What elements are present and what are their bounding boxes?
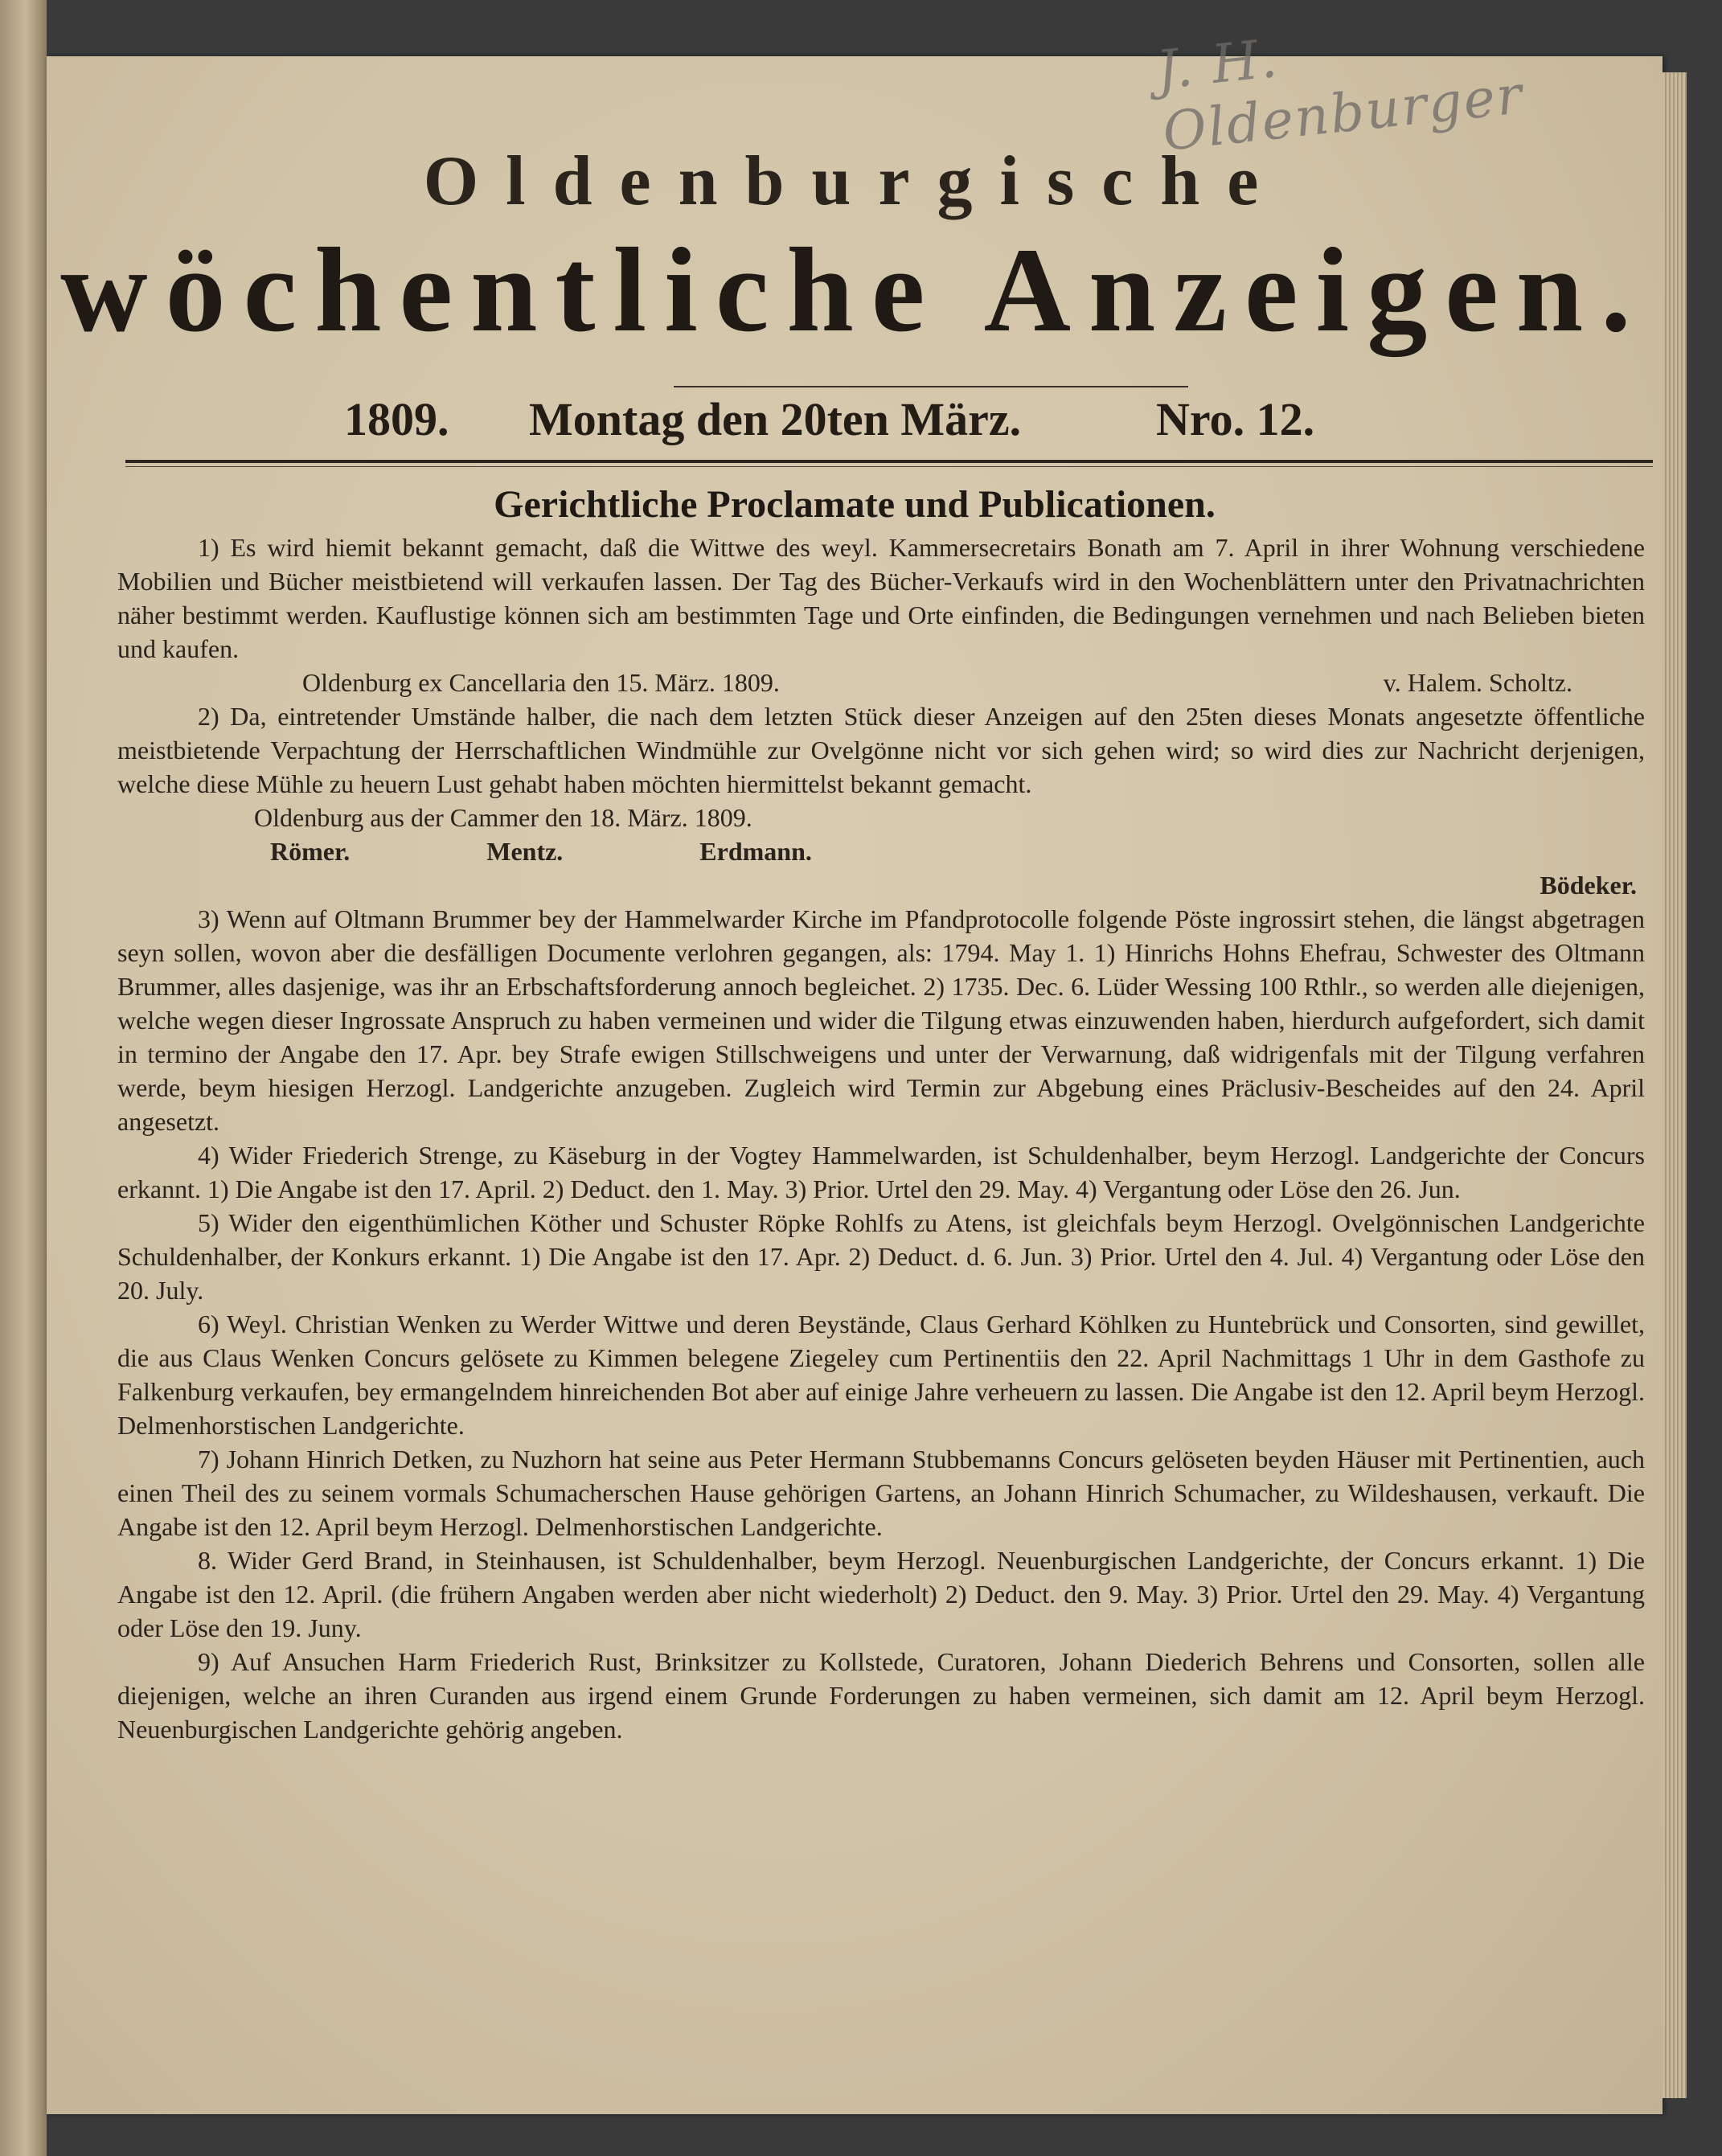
masthead-line-2: wöchentliche Anzeigen. (60, 223, 1649, 357)
masthead-divider (674, 386, 1188, 387)
page-stack-edge (1663, 72, 1687, 2098)
signer-roemer: Römer. (270, 837, 351, 866)
signer-erdmann: Erdmann. (699, 837, 812, 866)
header-rule (125, 460, 1653, 463)
notice-5: 5) Wider den eigenthümlichen Köther und Schuster Röpke Rohlfs zu Atens, ist gleichfals beym Herzogl. Ovelgönnischen Landgerichte Schuldenhalber, der Konkurs erkannt. 1) Die Angabe ist den 17. Apr. 2) Deduct. d. 6. Jun. 3) Prior. Urtel den 4. Jul. 4) Vergantung oder Löse den 20. July. (117, 1208, 1645, 1305)
notice-2: 2) Da, eintretender Umstände halber, die nach dem letzten Stück dieser Anzeigen auf den 25ten dieses Monats angesetzte öffentliche meistbietende Verpachtung der Herrschaftlichen Windmühle zur Ovelgönne nicht vor sich gehen wird; so wird dies zur Nachricht derjenigen, welche diese Mühle zu heuern Lust gehabt haben möchten hiermittelst bekannt gemacht. (117, 702, 1645, 798)
notice-6: 6) Weyl. Christian Wenken zu Werder Wittwe und deren Beystände, Claus Gerhard Köhlken zu Huntebrück und Consorten, sind gewillet, die aus Claus Wenken Concurs gelösete zu Kimmen belegene Ziegeley cum Pertinentiis den 22. April Nachmittags 1 Uhr in dem Gasthofe zu Falkenburg verkaufen, bey ermangelndem hinreichenden Bot aber auf einige Jahre verheuern zu lassen. Die Angabe ist den 12. April beym Herzogl. Delmenhorstischen Landgerichte. (117, 1310, 1645, 1440)
handwritten-signature: J. H. Oldenburger (1153, 27, 1527, 163)
notice-1-place-date: Oldenburg ex Cancellaria den 15. März. 1809. (302, 668, 780, 697)
left-page-edge (0, 0, 47, 2156)
notice-1-footer (117, 666, 1645, 699)
issue-year: 1809. (344, 393, 449, 445)
issue-number: Nro. 12. (1156, 393, 1315, 445)
section-title: Gerichtliche Proclamate und Publicationen. (494, 483, 1216, 526)
signer-mentz: Mentz. (486, 837, 564, 866)
issue-date: Montag den 20ten März. (529, 393, 1022, 445)
dateline (344, 392, 1389, 449)
notice-7: 7) Johann Hinrich Detken, zu Nuzhorn hat seine aus Peter Hermann Stubbemanns Concurs gelöseten beyden Häuser mit Pertinentien, auch einen Theil des zu seinem vormals Schumacherschen Hause gehörigen Gartens, an Johann Hinrich Schumacher, zu Wildeshausen, verkauft. Die Angabe ist den 12. April beym Herzogl. Delmenhorstischen Landgerichte. (117, 1445, 1645, 1541)
notice-4: 4) Wider Friederich Strenge, zu Käseburg in der Vogtey Hammelwarden, ist Schuldenhalber, beym Herzogl. Landgerichte der Concurs erkannt. 1) Die Angabe ist den 17. April. 2) Deduct. den 1. May. 3) Prior. Urtel den 29. May. 4) Vergantung oder Löse den 26. Jun. (117, 1141, 1645, 1203)
newspaper-page (47, 56, 1663, 2114)
notice-1-signers: v. Halem. Scholtz. (1383, 668, 1572, 697)
signer-boedeker: Bödeker. (1540, 871, 1637, 900)
notice-2-signers (117, 834, 1645, 868)
notice-2-place-date: Oldenburg aus der Cammer den 18. März. 1809. (254, 803, 752, 832)
notice-8: 8. Wider Gerd Brand, in Steinhausen, ist Schuldenhalber, beym Herzogl. Neuenburgischen Landgerichte, der Concurs erkannt. 1) Die Angabe ist den 12. April. (die frühern Angaben werden aber nicht wiederholt) 2) Deduct. den 9. May. 3) Prior. Urtel den 29. May. 4) Vergantung oder Löse den 19. Juny. (117, 1546, 1645, 1642)
notice-3: 3) Wenn auf Oltmann Brummer bey der Hammelwarder Kirche im Pfandprotocolle folgende Pöste ingrossirt stehen, die längst abgetragen seyn sollen, wovon aber die desfälligen Documente verlohren gegangen, als: 1794. May 1. 1) Hinrichs Hohns Ehefrau, Schwester des Oltmann Brummer, alles dasjenige, was ihr an Erbschaftsforderung annoch begleichet. 2) 1735. Dec. 6. Lüder Wessing 100 Rthlr., so werden alle diejenigen, welche wegen dieser Ingrossate Anspruch zu haben vermeinen und wider die Tilgung etwas einzuwenden haben, hierdurch aufgefordert, sich damit in termino der Angabe den 17. Apr. bey Strafe ewigen Stillschweigens und unter der Verwarnung, daß widrigenfals mit der Tilgung verfahren werde, beym hiesigen Herzogl. Landgerichte anzugeben. Zugleich wird Termin zur Abgebung eines Präclusiv-Bescheides auf den 24. April angesetzt. (117, 904, 1645, 1136)
notice-1: 1) Es wird hiemit bekannt gemacht, daß die Wittwe des weyl. Kammersecretairs Bonath am 7. April in ihrer Wohnung verschiedene Mobilien und Bücher meistbietend will verkaufen lassen. Der Tag des Bücher-Verkaufs wird in den Wochenblättern unter den Privatnachrichten näher bestimmt werden. Kauflustige können sich am bestimmten Tage und Orte einfinden, die Bedingungen vernehmen und nach Belieben bieten und kaufen. (117, 533, 1645, 663)
notices-body (117, 531, 1645, 1746)
notice-9: 9) Auf Ansuchen Harm Friederich Rust, Brinksitzer zu Kollstede, Curatoren, Johann Diederich Behrens und Consorten, sollen alle diejenigen, welche an ihren Curanden aus irgend einem Grunde Forderungen zu haben vermeinen, sich damit am 12. April beym Herzogl. Neuenburgischen Landgerichte gehörig angeben. (117, 1647, 1645, 1744)
header-rule-thin (125, 466, 1653, 467)
masthead-line-1: Oldenburgische (423, 142, 1286, 220)
